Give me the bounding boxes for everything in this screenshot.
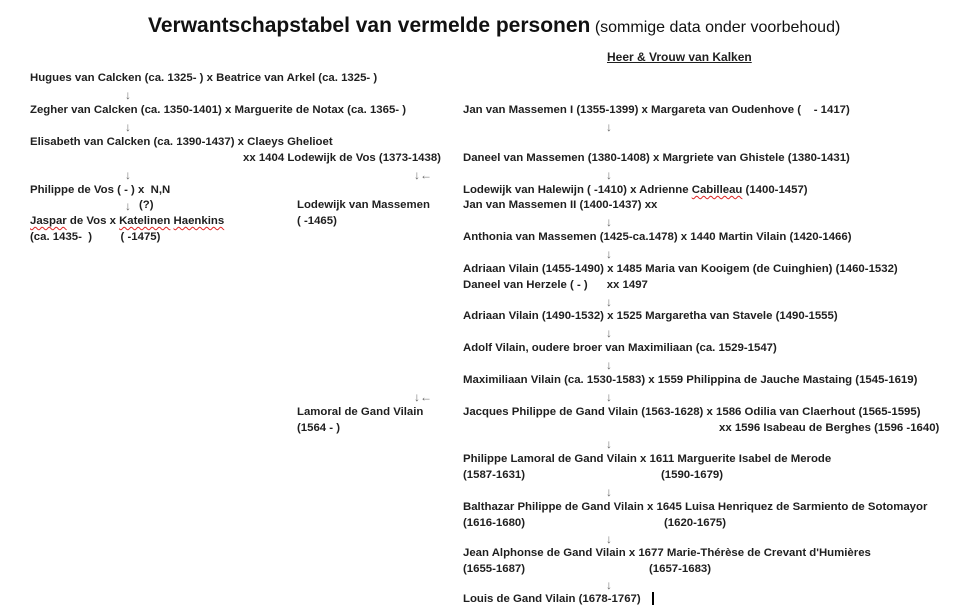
entry-text: (1400-1457) <box>742 184 808 196</box>
title-main: Verwantschapstabel van vermelde personen <box>148 14 591 37</box>
join-arrow-icon: ↓← <box>414 390 432 404</box>
entry-jean-alphonse-dates: (1655-1687) <box>463 563 526 575</box>
entry-jaspar-dates: (ca. 1435- ) ( -1475) <box>30 231 161 243</box>
spellcheck-word: Jaspar <box>30 215 67 227</box>
down-arrow-icon: ↓ <box>606 168 612 182</box>
entry-balthazar-dates: (1616-1680) <box>463 517 526 529</box>
entry-text: de Vos x <box>66 215 120 227</box>
entry-marguerite-dates: (1590-1679) <box>661 469 724 481</box>
entry-jean-alphonse: Jean Alphonse de Gand Vilain x 1677 Marie-Thérèse de Crevant d'Humières <box>463 547 871 559</box>
entry-zegher: Zegher van Calcken (ca. 1350-1401) x Marguerite de Notax (ca. 1365- ) <box>30 104 407 116</box>
entry-text: Lodewijk van Halewijn ( -1410) x Adrienne <box>463 184 692 196</box>
entry-adriaan-vilain-2: Adriaan Vilain (1490-1532) x 1525 Margaretha van Stavele (1490-1555) <box>463 310 838 322</box>
spellcheck-word: Katelinen <box>119 215 171 227</box>
entry-philippe-lamoral: Philippe Lamoral de Gand Vilain x 1611 Marguerite Isabel de Merode <box>463 453 832 465</box>
entry-jacques-philippe: Jacques Philippe de Gand Vilain (1563-1628) x 1586 Odilia van Claerhout (1565-1595) <box>463 406 921 418</box>
entry-adolf-vilain: Adolf Vilain, oudere broer van Maximiliaan (ca. 1529-1547) <box>463 342 777 354</box>
entry-balthazar-philippe: Balthazar Philippe de Gand Vilain x 1645 Luisa Henriquez de Sarmiento de Sotomayor <box>463 501 928 513</box>
down-arrow-icon: ↓ <box>125 168 131 182</box>
entry-philippe-lamoral-dates: (1587-1631) <box>463 469 526 481</box>
down-arrow-icon: ↓ <box>606 326 612 340</box>
entry-lamoral: Lamoral de Gand Vilain <box>297 406 424 418</box>
entry-luisa-dates: (1620-1675) <box>664 517 727 529</box>
entry-maximiliaan-vilain: Maximiliaan Vilain (ca. 1530-1583) x 1559 Philippina de Jauche Mastaing (1545-1619) <box>463 374 918 386</box>
entry-isabeau-de-berghes: xx 1596 Isabeau de Berghes (1596 -1640) <box>719 422 940 434</box>
spellcheck-word: Haenkins <box>173 215 225 227</box>
entry-jan-van-massemen-ii: Jan van Massemen II (1400-1437) xx <box>463 199 658 211</box>
document-title <box>148 14 840 38</box>
entry-lodewijk-van-massemen-dates: ( -1465) <box>297 215 337 227</box>
title-subtitle: (sommige data onder voorbehoud) <box>594 19 841 36</box>
entry-jan-van-massemen-i: Jan van Massemen I (1355-1399) x Margareta van Oudenhove ( - 1417) <box>463 104 850 116</box>
entry-daneel-van-herzele: Daneel van Herzele ( - ) xx 1497 <box>463 279 648 291</box>
entry-daneel-van-massemen: Daneel van Massemen (1380-1408) x Margriete van Ghistele (1380-1431) <box>463 152 850 164</box>
entry-marie-therese-dates: (1657-1683) <box>649 563 712 575</box>
down-arrow-icon: ↓ <box>606 358 612 372</box>
down-arrow-icon: ↓ <box>606 437 612 451</box>
right-column-heading: Heer & Vrouw van Kalken <box>607 50 752 64</box>
entry-lodewijk-de-vos: xx 1404 Lodewijk de Vos (1373-1438) <box>243 152 441 164</box>
down-arrow-icon: ↓ <box>606 578 612 592</box>
down-arrow-icon: ↓ <box>606 215 612 229</box>
text-cursor <box>652 592 654 605</box>
down-arrow-icon: ↓ <box>606 532 612 546</box>
down-arrow-icon: ↓ <box>125 120 131 134</box>
down-arrow-icon: ↓ <box>125 199 131 213</box>
entry-hugues: Hugues van Calcken (ca. 1325- ) x Beatrice van Arkel (ca. 1325- ) <box>30 72 378 84</box>
down-arrow-icon: ↓ <box>606 295 612 309</box>
entry-lamoral-dates: (1564 - ) <box>297 422 341 434</box>
uncertain-marker: (?) <box>139 199 154 211</box>
down-arrow-icon: ↓ <box>606 120 612 134</box>
spellcheck-word: Cabilleau <box>691 184 743 196</box>
entry-anthonia: Anthonia van Massemen (1425-ca.1478) x 1440 Martin Vilain (1420-1466) <box>463 231 852 243</box>
entry-lodewijk-van-massemen: Lodewijk van Massemen <box>297 199 430 211</box>
entry-louis-de-gand-vilain: Louis de Gand Vilain (1678-1767) <box>463 593 641 605</box>
entry-elisabeth: Elisabeth van Calcken (ca. 1390-1437) x Claeys Ghelioet <box>30 136 333 148</box>
entry-adriaan-vilain-1: Adriaan Vilain (1455-1490) x 1485 Maria van Kooigem (de Cuinghien) (1460-1532) <box>463 263 898 275</box>
down-arrow-icon: ↓ <box>606 247 612 261</box>
join-arrow-icon: ↓← <box>414 168 432 182</box>
down-arrow-icon: ↓ <box>606 485 612 499</box>
entry-philippe-de-vos: Philippe de Vos ( - ) x N,N <box>30 184 171 196</box>
entry-lodewijk-van-halewijn <box>463 184 808 197</box>
down-arrow-icon: ↓ <box>125 88 131 102</box>
entry-jaspar-de-vos <box>30 215 224 228</box>
down-arrow-icon: ↓ <box>606 390 612 404</box>
